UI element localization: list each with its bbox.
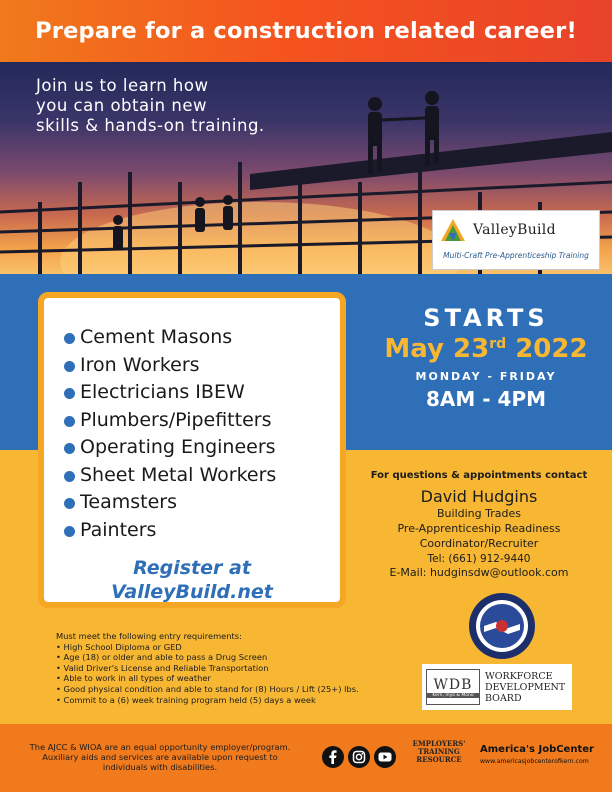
list-item: • High School Diploma or GED (56, 641, 182, 652)
contact-title-line: Building Trades (437, 507, 521, 520)
start-date: May 23rd 2022 (384, 334, 588, 364)
americas-job-center-logo (480, 744, 608, 765)
list-item: Electricians IBEW (80, 379, 340, 407)
list-item: • Able to work in all types of weather (56, 673, 211, 684)
valleybuild-logo (432, 210, 600, 270)
bullet-icon (64, 443, 75, 454)
bullet-icon (64, 388, 75, 399)
hero-intro-line: you can obtain new (36, 96, 207, 115)
youtube-icon[interactable] (374, 746, 396, 768)
list-item: Teamsters (80, 489, 340, 517)
list-item: Operating Engineers (80, 434, 340, 462)
ajc-url[interactable]: www.americasjobcenterofkern.com (480, 758, 589, 765)
ajc-brand: America's JobCenter (480, 744, 594, 755)
requirements-heading: Must meet the following entry requirements: (56, 631, 242, 641)
list-item: • Commit to a (6) week training program held (5) days a week (56, 694, 316, 705)
register-line: Register at (133, 557, 251, 579)
register-url: ValleyBuild.net (111, 581, 273, 603)
wdb-mark: WDB Kern, Inyo & Mono (426, 669, 480, 705)
contact-email[interactable]: E-Mail: hudginsdw@outlook.com (389, 566, 569, 579)
starts-label: STARTS (423, 304, 549, 332)
list-item: Plumbers/Pipefitters (80, 407, 340, 435)
schedule-hours: 8AM - 4PM (426, 387, 546, 411)
eeo-statement: The AJCC & WIOA are an equal opportunity employer/program. Auxiliary aids and services are available upon request to individuals with disabilities. (29, 742, 291, 772)
schedule-block (360, 304, 612, 411)
list-item: • Valid Driver's License and Reliable Transportation (56, 662, 269, 673)
bullet-icon (64, 526, 75, 537)
contact-block (356, 470, 602, 580)
bullet-icon (64, 471, 75, 482)
footer (0, 724, 612, 792)
bullet-icon (64, 416, 75, 427)
list-item: • Good physical condition and able to stand for (8) Hours / Lift (25+) lbs. (56, 683, 359, 694)
valleybuild-mark-icon (439, 217, 467, 243)
wdb-name: WORKFORCE DEVELOPMENT BOARD (485, 670, 566, 704)
union-seal-icon (468, 592, 536, 660)
bullet-icon (64, 333, 75, 344)
banner-title: Prepare for a construction related career! (0, 0, 612, 62)
list-item: • Age (18) or older and able to pass a Drug Screen (56, 652, 268, 663)
contact-title-line: Pre-Apprenticeship Readiness (397, 522, 561, 535)
register-link[interactable] (44, 556, 340, 604)
hero-intro-line: skills & hands-on training. (36, 116, 265, 135)
contact-title-line: Coordinator/Recruiter (419, 537, 539, 550)
list-item: Cement Masons (80, 324, 340, 352)
trades-card (38, 292, 346, 608)
requirements-list (56, 631, 359, 705)
list-item: Iron Workers (80, 352, 340, 380)
instagram-icon[interactable] (348, 746, 370, 768)
list-item: Painters (80, 517, 340, 545)
contact-name: David Hudgins (420, 487, 538, 506)
list-item: Sheet Metal Workers (80, 462, 340, 490)
bullet-icon (64, 361, 75, 372)
hero-intro-line: Join us to learn how (36, 76, 209, 95)
wdb-logo (422, 664, 572, 710)
bullet-icon (64, 498, 75, 509)
facebook-icon[interactable] (322, 746, 344, 768)
employers-training-resource-logo: EMPLOYERS' TRAINING RESOURCE (412, 739, 466, 764)
schedule-days: MONDAY - FRIDAY (415, 370, 557, 383)
contact-phone[interactable]: Tel: (661) 912-9440 (427, 553, 531, 565)
valleybuild-tagline: Multi-Craft Pre-Apprenticeship Training (443, 251, 589, 260)
contact-heading: For questions & appointments contact (370, 470, 588, 481)
valleybuild-name: ValleyBuild (473, 222, 556, 238)
hero-intro-text (36, 76, 265, 136)
